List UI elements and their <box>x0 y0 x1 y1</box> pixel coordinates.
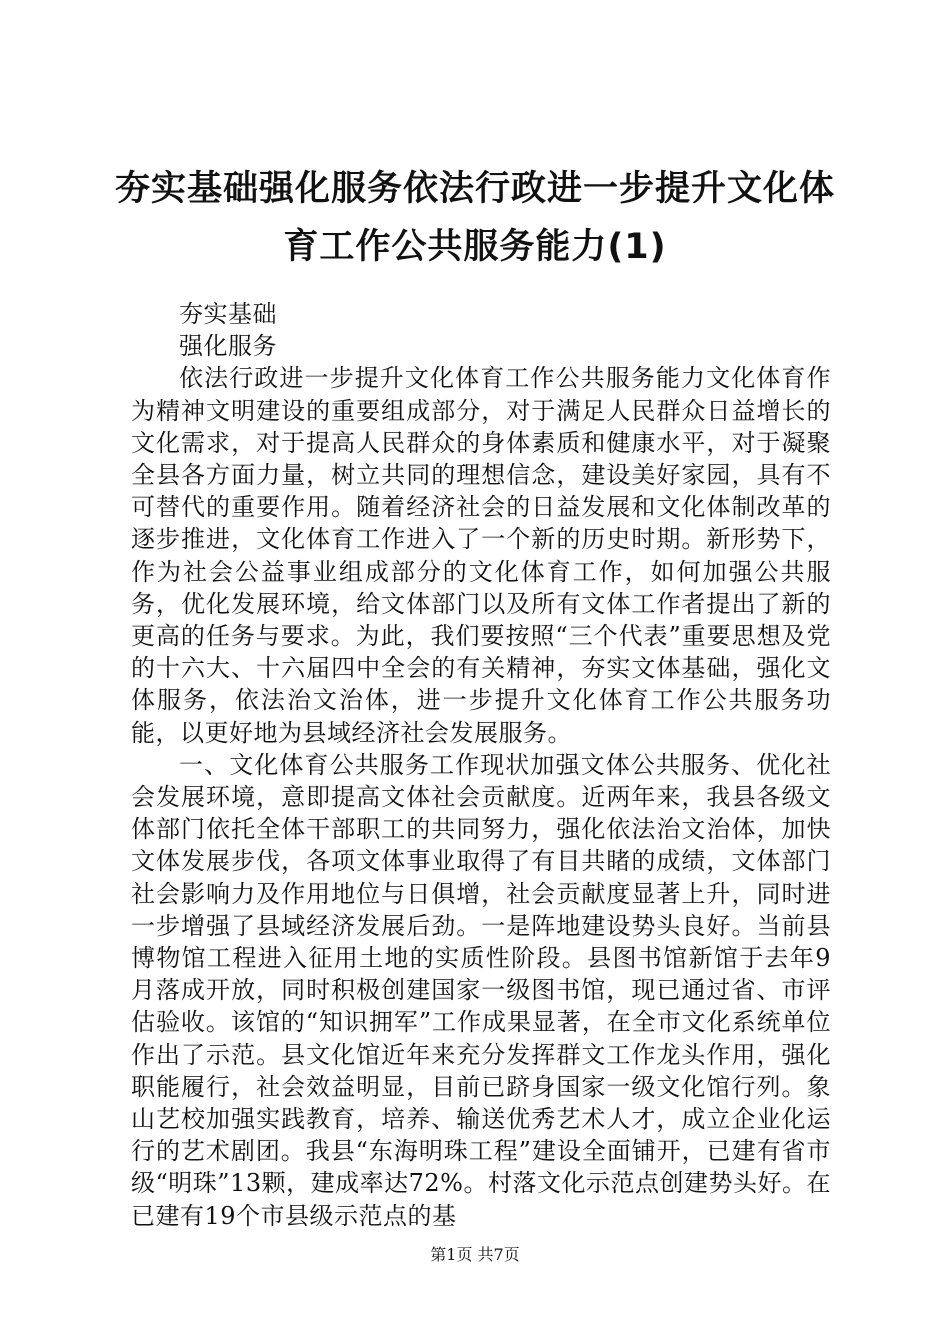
paragraph-2: 强化服务 <box>179 332 277 361</box>
paragraph-4: 一、文化体育公共服务工作现状加强文体公共服务、优化社会发展环境，意即提高文体社会贡献度。近两年来，我县各级文体部门依托全体干部职工的共同努力，强化依法治文治体，加快文体发展步伐，各项文体事业取得了有目共睹的成绩，文体部门社会影响力及作用地位与日俱增，社会贡献度显著上升，同时进一步增强了县域经济发展后劲。一是阵地建设势头良好。当前县博物馆工程进入征用土地的实质性阶段。县图书馆新馆于去年9月落成开放，同时积极创建国家一级图书馆，现已通过省、市评估验收。该馆的“知识拥军”工作成果显著，在全市文化系统单位作出了示范。县文化馆近年来充分发挥群文工作龙头作用，强化职能履行，社会效益明显，目前已跻身国家一级文化馆行列。象山艺校加强实践教育，培养、输送优秀艺术人才，成立企业化运行的艺术剧团。我县“东海明珠工程”建设全面铺开，已建有省市级“明珠”13颗，建成率达72%。村落文化示范点创建势头好。在已建有19个市县级示范点的基 <box>131 750 831 1230</box>
paragraph-3: 依法行政进一步提升文化体育工作公共服务能力文化体育作为精神文明建设的重要组成部分，对于满足人民群众日益增长的文化需求，对于提高人民群众的身体素质和健康水平，对于凝聚全县各方面力量，树立共同的理想信念，建设美好家园，具有不可替代的重要作用。随着经济社会的日益发展和文化体制改革的逐步推进，文化体育工作进入了一个新的历史时期。新形势下，作为社会公益事业组成部分的文化体育工作，如何加强公共服务，优化发展环境，给文体部门以及所有文体工作者提出了新的更高的任务与要求。为此，我们要按照“三个代表”重要思想及党的十六大、十六届四中全会的有关精神，夯实文体基础，强化文体服务，依法治文治体，进一步提升文化体育工作公共服务功能，以更好地为县域经济社会发展服务。 <box>131 364 831 747</box>
document-title: 夯实基础强化服务依法行政进一步提升文化体育工作公共服务能力(1) <box>114 169 835 267</box>
paragraph-1: 夯实基础 <box>179 300 277 328</box>
document-body <box>131 298 831 1232</box>
page-number-footer: 第1页 共7页 <box>430 1245 520 1264</box>
